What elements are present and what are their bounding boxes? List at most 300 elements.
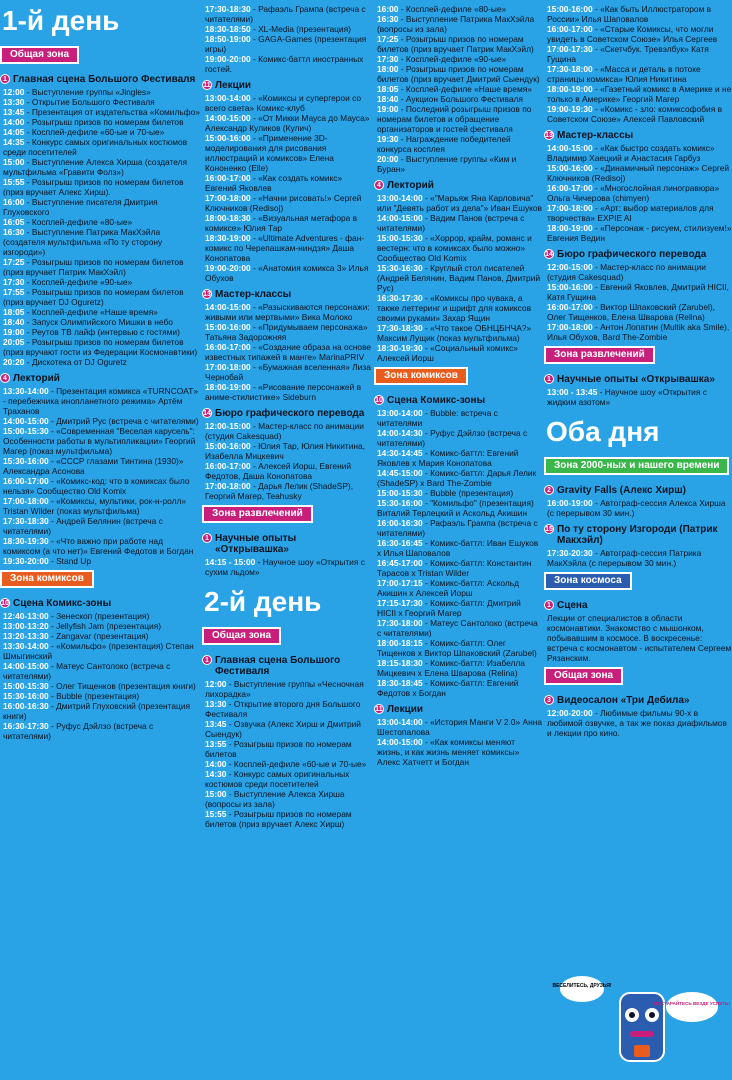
item-description: - Научное шоу «Открытия с сухим льдом» xyxy=(205,557,365,577)
speech-bubble-1 xyxy=(560,976,604,1002)
schedule-item xyxy=(377,14,542,34)
item-time: 12:00-15:00 xyxy=(205,421,251,431)
schedule-item xyxy=(3,496,200,516)
item-description: - «Создание образа на основе известных типажей в манге» MarinaPRIV xyxy=(205,342,372,362)
item-description: - Комикс-баттл: Иван Ешуков x Илья Шаповалов xyxy=(377,538,539,558)
schedule-item xyxy=(205,699,372,719)
schedule-item xyxy=(3,257,200,277)
speech-bubble-2-text: ПОСТАРАЙТЕСЬ ВЕЗДЕ УСПЕТЬ! xyxy=(653,1001,731,1006)
item-description: - Косплей-дефиле «Наше время» xyxy=(24,307,158,317)
schedule-item xyxy=(377,468,542,488)
item-time: 16:00-17:00 xyxy=(547,302,593,312)
schedule-item xyxy=(3,337,200,357)
schedule-item xyxy=(3,217,200,227)
schedule-item xyxy=(3,177,200,197)
section-number: 10 xyxy=(375,397,383,404)
item-description: - Косплей-дефиле «80-ые» xyxy=(398,4,507,14)
section-heading: Видеосалон «Три Дебила» xyxy=(557,695,690,706)
schedule-item xyxy=(3,516,200,536)
section-number: 15 xyxy=(545,526,553,533)
item-time: 13:00-14:00 xyxy=(377,717,423,727)
item-description: - «Ultimate Adventures - фан-комикс по Черепашкам-ниндзя» Даша Конопатова xyxy=(205,233,365,263)
item-time: 14:00 xyxy=(205,759,227,769)
item-description: - Комикс-баттл иностранных гостей. xyxy=(205,54,364,74)
item-description: - Комикс-баттл: Дмитрий HICII x Георгий Магер xyxy=(377,598,521,618)
item-time: 19:30-20:00 xyxy=(3,556,49,566)
item-description: - Матеус Сантолоко (встреча с читателями) xyxy=(3,661,171,681)
item-time: 17:30-18:00 xyxy=(377,618,423,628)
day1-title: 1-й день xyxy=(2,5,120,36)
item-description: - Юлия Тар, Юлия Никитина, Изабелла Мицкевич xyxy=(205,441,366,461)
schedule-item xyxy=(377,717,542,737)
item-description: - Мастер-класс по анимации (студия Cakesquad) xyxy=(547,262,706,282)
schedule-item xyxy=(3,556,200,566)
section-heading: Лекции xyxy=(387,704,424,715)
item-time: 17:30-20:30 xyxy=(547,548,593,558)
day2-zone-comics-label: Зона комиксов xyxy=(374,367,468,385)
item-description: - Автограф-сессия Патрика МакХэйла (с перерывом 30 мин.) xyxy=(547,548,702,568)
item-time: 15:00-16:00 xyxy=(205,441,251,451)
item-time: 19:30 xyxy=(377,134,399,144)
column-4 xyxy=(544,0,732,1080)
item-description: - «Современная "Веселая карусель": Особенности работы в мультипликации» Георгий Магер (показ мультфильма) xyxy=(3,426,196,456)
item-time: 13:30 xyxy=(205,699,227,709)
section-title xyxy=(0,74,200,85)
schedule-item xyxy=(547,387,732,407)
section-heading: Бюро графического перевода xyxy=(215,408,365,419)
schedule-item xyxy=(547,322,732,342)
schedule-item xyxy=(3,327,200,337)
item-description: - «Рисование персонажей в аниме-стилистике» Sideburn xyxy=(205,382,362,402)
item-description: - GAGA-Games (презентация игры) xyxy=(205,34,367,54)
schedule-item xyxy=(3,197,200,217)
schedule-item xyxy=(3,117,200,127)
section-title xyxy=(544,130,732,141)
item-description: - Дарья Лелик (ShadeSP), Георгий Магер, Teahusky xyxy=(205,481,354,501)
item-time: 18:00-19:00 xyxy=(547,223,593,233)
item-time: 16:00-16:30 xyxy=(3,701,49,711)
schedule-item xyxy=(205,173,372,193)
section-heading: Gravity Falls (Алекс Хирш) xyxy=(557,485,686,496)
item-time: 17:00-18:00 xyxy=(547,322,593,332)
zone-general-label: Общая зона xyxy=(0,46,79,64)
schedule-item xyxy=(377,233,542,263)
lectures-continued xyxy=(544,4,732,124)
item-time: 16:30-17:30 xyxy=(3,721,49,731)
item-time: 18:30-19:30 xyxy=(3,536,49,546)
schedule-item xyxy=(3,631,200,641)
schedule-item xyxy=(205,769,372,789)
schedule-item xyxy=(377,488,542,498)
item-time: 19:00-20:00 xyxy=(205,263,251,273)
schedule-item xyxy=(205,739,372,759)
schedule-item xyxy=(547,24,732,44)
schedule-item xyxy=(3,476,200,496)
section-heading: Мастер-классы xyxy=(557,130,634,141)
item-description: - Любимые фильмы 90-х в любимой озвучке, а так же показ диафильмов и лекции про кино. xyxy=(547,708,727,738)
item-description: - Круглый стол писателей (Андрей Белянин, Вадим Панов, Дмитрий Рус) xyxy=(377,263,541,293)
item-time: 16:00-17:00 xyxy=(547,24,593,34)
item-time: 16:30-17:30 xyxy=(377,293,423,303)
schedule-item xyxy=(3,661,200,681)
item-description: - Комикс-баттл: Евгений Федотов x Богдан xyxy=(377,678,519,698)
item-description: - Косплей-дефиле «Наше время» xyxy=(398,84,532,94)
day2-title: 2-й день xyxy=(204,586,322,617)
space-stage-number: 1 xyxy=(544,600,554,610)
section-number: 13 xyxy=(545,132,553,139)
item-description: - «Комильфо» (презентация) Степан Шмыгинский xyxy=(3,641,194,661)
item-time: 17:00-18:00 xyxy=(205,193,251,203)
schedule-item xyxy=(377,498,542,518)
section-heading: По ту сторону Изгороди (Патрик Макхэйл) xyxy=(557,524,718,546)
schedule-item xyxy=(377,598,542,618)
item-time: 13:55 xyxy=(205,739,227,749)
section-title xyxy=(0,598,200,609)
schedule-item xyxy=(377,428,542,448)
item-description: - Презентация комикса «TURNCOAT» - перебежчика инопланетного режима» Артём Траханов xyxy=(3,386,198,416)
item-time: 15:30-16:00 xyxy=(3,456,49,466)
speech-bubble-2 xyxy=(666,992,718,1022)
item-time: 14:00-15:00 xyxy=(205,113,251,123)
item-time: 18:50-19:00 xyxy=(205,34,251,44)
day2-zone-general-label: Общая зона xyxy=(202,627,281,645)
schedule-item xyxy=(205,24,372,34)
schedule-item xyxy=(547,223,732,243)
schedule-item xyxy=(205,342,372,362)
item-description: - «Визуальная метафора в комиксе» Юлия Тар xyxy=(205,213,358,233)
item-description: - Выступление Алекса Хирша (вопросы из зала) xyxy=(205,789,345,809)
schedule-item xyxy=(3,621,200,631)
schedule-item xyxy=(205,421,372,441)
section-number: 4 xyxy=(374,180,384,190)
item-time: 14:00 xyxy=(3,117,25,127)
item-time: 17:55 xyxy=(3,287,25,297)
item-time: 15:00 xyxy=(205,789,227,799)
schedule-item xyxy=(3,416,200,426)
item-time: 18:00-19:00 xyxy=(205,382,251,392)
section-number: 1 xyxy=(202,655,212,665)
zone-fun-label: Зона развлечений xyxy=(202,505,313,523)
schedule-item xyxy=(3,611,200,621)
item-description: - Научное шоу «Открытия с жидким азотом» xyxy=(547,387,707,407)
item-time: 14:30 xyxy=(205,769,227,779)
item-time: 17:00-17:30 xyxy=(547,44,593,54)
item-time: 17:00-18:00 xyxy=(547,203,593,213)
schedule-item xyxy=(377,193,542,213)
zone-comics-label: Зона комиксов xyxy=(0,570,94,588)
item-description: - Комикс-баттл: Евгений Яковлев x Мария Конопатова xyxy=(377,448,519,468)
item-time: 19:00 xyxy=(377,104,399,114)
item-description: - Выступление Патрика МакХэйла (вопросы из зала) xyxy=(377,14,535,34)
item-description: - Аукцион Большого Фестиваля xyxy=(398,94,523,104)
item-description: - Вадим Панов (встреча с читателями) xyxy=(377,213,525,233)
item-time: 16:00 xyxy=(377,4,399,14)
item-description: - Zangavar (презентация) xyxy=(48,631,149,641)
item-time: 13:30-14:00 xyxy=(3,641,49,651)
speech-bubble-1-text: ВЕСЕЛИТЕСЬ, ДРУЗЬЯ! xyxy=(552,983,612,989)
item-description: - Антон Лопатин (Multik aka Smile), Илья Обухов, Bard The-Zombie xyxy=(547,322,730,342)
schedule-item xyxy=(377,134,542,154)
schedule-item xyxy=(377,578,542,598)
item-time: 14:00-15:00 xyxy=(377,213,423,223)
schedule-item xyxy=(377,678,542,698)
main-stage-continued xyxy=(374,4,542,174)
item-time: 18:30-18:45 xyxy=(377,678,423,688)
item-time: 12:00 xyxy=(3,87,25,97)
item-description: - «Разыскиваются персонажи: живыми или мертвыми» Вика Молоко xyxy=(205,302,370,322)
schedule-item xyxy=(3,317,200,327)
lectorium-section xyxy=(0,373,200,566)
section-heading: Лекции xyxy=(215,80,252,91)
schedule-item xyxy=(377,94,542,104)
item-time: 14:35 xyxy=(3,137,25,147)
schedule-item xyxy=(377,263,542,293)
item-description: - Открытие второго дня Большого Фестиваля xyxy=(205,699,361,719)
item-description: - Награждение победителей конкурса косплея xyxy=(377,134,511,154)
item-description: - Конкурс самых оригинальных костюмов среди посетителей xyxy=(3,137,188,157)
item-description: - Stand Up xyxy=(48,556,92,566)
item-time: 15:00-15:30 xyxy=(3,426,49,436)
schedule-item xyxy=(377,658,542,678)
item-description: - Комикс-баттл: Аскольд Акишин x Алексей Иорш xyxy=(377,578,520,598)
item-time: 16:05 xyxy=(3,217,25,227)
item-description: - «Как комиксы меняют жизнь, и как жизнь меняет комиксы» Алекс Хатчетт и Богдан xyxy=(377,737,520,767)
schedule-item xyxy=(3,701,200,721)
item-time: 14:00-15:00 xyxy=(377,737,423,747)
item-description: - Последний розыгрыш призов по номерам билетов и обращение организаторов и гостей фестиваля xyxy=(377,104,532,134)
schedule-item xyxy=(547,64,732,84)
schedule-item xyxy=(205,461,372,481)
item-description: - Косплей-дефиле «60-ые и 70-ые» xyxy=(226,759,367,769)
schedule-item xyxy=(205,759,372,769)
schedule-item xyxy=(547,548,732,568)
robot-mouth xyxy=(630,1031,654,1037)
item-time: 14:00-15:00 xyxy=(205,302,251,312)
section-heading: Главная сцена Большого Фестиваля xyxy=(215,655,341,677)
item-description: - Презентация от издательства «Комильфо» xyxy=(24,107,200,117)
item-description: - Руфус Дэйлзо (встреча с читателями) xyxy=(3,721,154,741)
item-description: - «Придумываем персонажа» Татьяна Задорожняя xyxy=(205,322,368,342)
schedule-item xyxy=(205,679,372,699)
section-heading: Лекторий xyxy=(387,180,434,191)
day2-zone-fun-label: Зона развлечений xyxy=(544,346,655,364)
item-description: - Андрей Белянин (встреча с читателями) xyxy=(3,516,163,536)
schedule-item xyxy=(547,498,732,518)
item-description: - Розыгрыш призов по номерам билетов (приз вручает Патрик МакХэйл) xyxy=(3,257,184,277)
day2-science-section xyxy=(544,374,732,407)
item-time: 18:00 xyxy=(377,64,399,74)
schedule-item xyxy=(3,426,200,456)
item-time: 18:30-19:30 xyxy=(377,343,423,353)
schedule-item xyxy=(205,362,372,382)
item-description: - Дмитрий Глуховский (презентация книги) xyxy=(3,701,191,721)
item-description: - Выступление группы «Ким и Буран» xyxy=(377,154,517,174)
item-description: - «Начни рисовать!» Сергей Ключников (Redisoj) xyxy=(205,193,362,213)
schedule-item xyxy=(3,107,200,117)
item-time: 19:00-20:00 xyxy=(205,54,251,64)
schedule-item xyxy=(3,386,200,416)
item-time: 13:20-13:30 xyxy=(3,631,49,641)
item-description: - «Персонаж - рисуем, стилизуем!» Евгения Ведин xyxy=(547,223,732,243)
item-time: 13:45 xyxy=(205,719,227,729)
schedule-item xyxy=(377,4,542,14)
schedule-item xyxy=(377,293,542,323)
item-description: - «Скетчбук. Тревэлбук» Катя Гущина xyxy=(547,44,709,64)
item-time: 20:20 xyxy=(3,357,25,367)
section-title xyxy=(544,374,732,385)
item-time: 20:00 xyxy=(377,154,399,164)
day2-bureau-section xyxy=(544,249,732,342)
comics-stage-continued xyxy=(202,4,372,74)
item-description: - «Бумажная вселенная» Лиза Чернобай xyxy=(205,362,371,382)
item-time: 14:00-15:00 xyxy=(547,143,593,153)
schedule-item xyxy=(377,538,542,558)
day2-main-stage-section xyxy=(202,655,372,829)
masterclass-section xyxy=(202,289,372,402)
schedule-item xyxy=(547,104,732,124)
item-description: - Косплей-дефиле «90-ые» xyxy=(398,54,507,64)
item-description: - Комикс-баттл: Дарья Лелик (ShadeSP) x Bard The-Zombie xyxy=(377,468,537,488)
item-description: - «Комиксы и супергерои со всего света» Комикс-клуб xyxy=(205,93,362,113)
schedule-item xyxy=(3,681,200,691)
item-time: 17:30-18:30 xyxy=(205,4,251,14)
item-description: - Реутов ТВ лайф (интервью с гостями) xyxy=(24,327,180,337)
section-title xyxy=(544,249,732,260)
schedule-item xyxy=(377,64,542,84)
item-time: 12:00-20:00 xyxy=(547,708,593,718)
item-time: 12:40-13:00 xyxy=(3,611,49,621)
column-2 xyxy=(202,0,372,1080)
item-time: 16:00-19:00 xyxy=(547,498,593,508)
item-time: 16:30-16:45 xyxy=(377,538,423,548)
section-title xyxy=(202,80,372,91)
schedule-item xyxy=(205,789,372,809)
item-time: 13:45 xyxy=(3,107,25,117)
schedule-item xyxy=(547,183,732,203)
item-description: - Виктор Шпаковский (Zarubel), Олег Тищенков, Елена Шварова (Relina) xyxy=(547,302,715,322)
schedule-item xyxy=(377,54,542,64)
schedule-item xyxy=(377,84,542,94)
schedule-item xyxy=(205,93,372,113)
section-number: 1 xyxy=(544,374,554,384)
item-time: 17:25 xyxy=(3,257,25,267)
item-time: 17:15-17:30 xyxy=(377,598,423,608)
item-description: - Автограф-сессия Алекса Хирша (с перерывом 30 мин.) xyxy=(547,498,726,518)
schedule-item xyxy=(205,133,372,173)
section-number: 14 xyxy=(203,410,211,417)
item-description: - «Как создать комикс» Евгений Яковлев xyxy=(205,173,343,193)
section-number: 2 xyxy=(544,485,554,495)
schedule-item xyxy=(205,809,372,829)
item-time: 13:30 xyxy=(3,97,25,107)
item-description: - «От Микки Мауса до Мауса» Александр Куликов (Кулич) xyxy=(205,113,370,133)
item-description: - Руфус Дэйлзо (встреча с читателями) xyxy=(377,428,528,448)
item-time: 16:00-17:00 xyxy=(205,342,251,352)
item-description: - Розыгрыш призов по номерам билетов (приз вручает Алекс Хирш) xyxy=(205,809,352,829)
item-description: - Комикс-баттл: Олег Тищенков x Виктор Шпаковский (Zarubel) xyxy=(377,638,537,658)
comics-stage-section xyxy=(0,598,200,741)
item-time: 14:15 - 15:00 xyxy=(205,557,256,567)
schedule-item xyxy=(3,157,200,177)
item-time: 17:00-18:00 xyxy=(3,496,49,506)
item-description: - «Масса и деталь в потоке страницы комикса» Юлия Никитина xyxy=(547,64,701,84)
item-description: - «Комиксы про чувака, а также леттеринг и шрифт для комиксов своими руками» Захар Ящин xyxy=(377,293,532,323)
science-section xyxy=(202,533,372,577)
fence-section xyxy=(544,524,732,568)
item-time: 15:55 xyxy=(3,177,25,187)
day2-masterclass-section xyxy=(544,130,732,243)
item-time: 18:30-18:50 xyxy=(205,24,251,34)
schedule-item xyxy=(3,536,200,556)
schedule-item xyxy=(205,34,372,54)
schedule-item xyxy=(205,302,372,322)
zone-2000-label: Зона 2000-ных и нашего времени xyxy=(544,457,729,475)
item-time: 18:05 xyxy=(3,307,25,317)
item-time: 17:00-18:00 xyxy=(205,481,251,491)
gravity-section xyxy=(544,485,732,518)
item-time: 18:30-19:00 xyxy=(205,233,251,243)
item-description: - Косплей-дефиле «60-ые и 70-ые» xyxy=(24,127,165,137)
item-description: - Рафаэль Грампа (встреча с читателями) xyxy=(205,4,366,24)
item-time: 16:00-17:00 xyxy=(205,461,251,471)
item-description: - Алексей Иорш, Евгений Федотов, Даша Конопатова xyxy=(205,461,352,481)
robot-panel xyxy=(634,1045,650,1057)
robot-mascot-illustration xyxy=(552,975,731,1075)
schedule-item xyxy=(205,441,372,461)
item-time: 12:00 xyxy=(205,679,227,689)
item-description: - «Комикс-код: что в комиксах было нельзя» Сообщество Old Komix xyxy=(3,476,190,496)
both-days-title: Оба дня xyxy=(546,416,660,447)
item-description: - «Как быть Иллюстратором в России» Илья Шаповалов xyxy=(547,4,712,24)
item-time: 14:30-14:45 xyxy=(377,448,423,458)
schedule-item xyxy=(547,84,732,104)
video-section xyxy=(544,695,732,738)
item-description: - «История Манги V 2.0» Анна Шестопалова xyxy=(377,717,542,737)
schedule-item xyxy=(205,719,372,739)
space-stage-title xyxy=(544,600,732,611)
item-time: 18:05 xyxy=(377,84,399,94)
item-time: 15:00-15:30 xyxy=(377,488,423,498)
section-number: 3 xyxy=(544,695,554,705)
item-time: 17:30-18:30 xyxy=(3,516,49,526)
schedule-item xyxy=(205,193,372,213)
item-time: 15:30-16:30 xyxy=(377,263,423,273)
schedule-item xyxy=(547,708,732,738)
item-time: 14:00-14:30 xyxy=(377,428,423,438)
item-time: 18:15-18:30 xyxy=(377,658,423,668)
column-3 xyxy=(374,0,542,1080)
schedule-item xyxy=(205,54,372,74)
section-number: 13 xyxy=(203,291,211,298)
section-number: 11 xyxy=(203,82,211,89)
schedule-item xyxy=(205,481,372,501)
item-description: - Выступление Алекса Хирша (создателя мультфильма «Гравити Фолз») xyxy=(3,157,188,177)
schedule-item xyxy=(3,456,200,476)
item-time: 13:30-14:00 xyxy=(3,386,49,396)
item-time: 14:45-15:00 xyxy=(377,468,423,478)
item-time: 15:00-16:00 xyxy=(547,282,593,292)
column-1 xyxy=(0,0,200,1080)
section-title xyxy=(0,373,200,384)
item-time: 13:00-14:00 xyxy=(205,93,251,103)
item-time: 16:00-17:00 xyxy=(205,173,251,183)
section-title xyxy=(544,485,732,496)
schedule-item xyxy=(205,113,372,133)
item-description: - Bubble: встреча с читателями xyxy=(377,408,498,428)
schedule-item xyxy=(547,282,732,302)
item-time: 17:30 xyxy=(377,54,399,64)
item-description: - «Анатомия комикса 3» Илья Обухов xyxy=(205,263,369,283)
